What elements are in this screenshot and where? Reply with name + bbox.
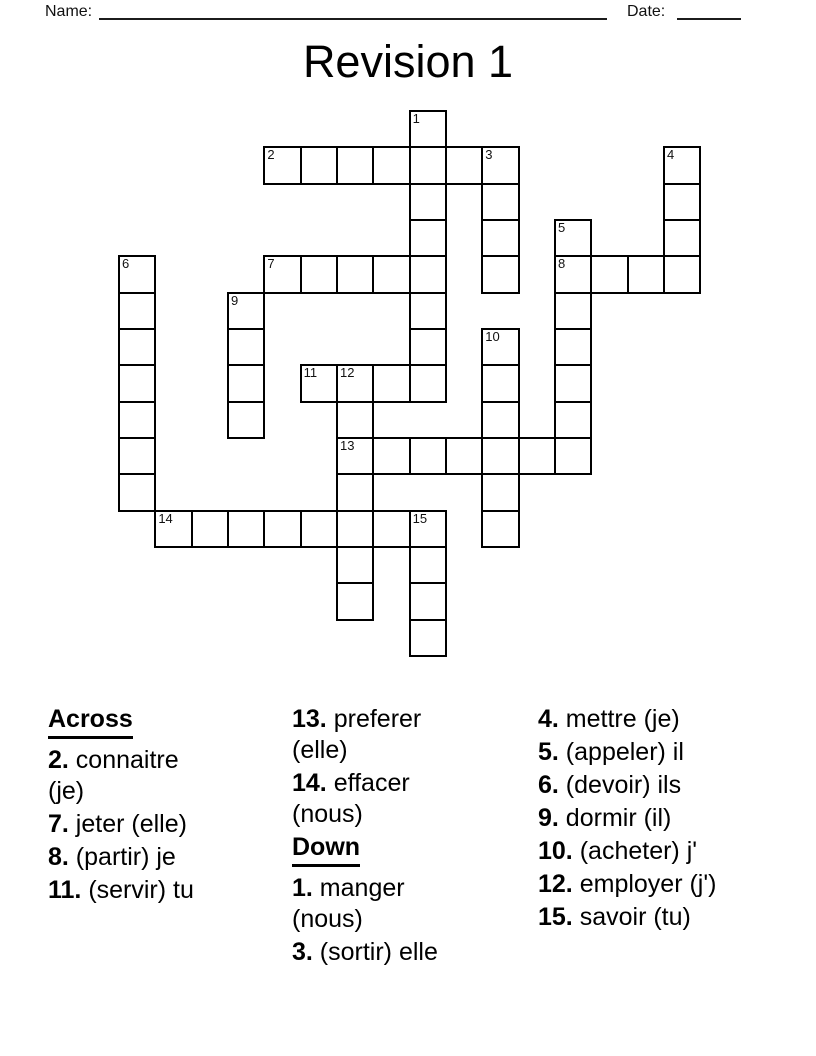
cell-number: 7 bbox=[267, 256, 275, 272]
grid-cell[interactable] bbox=[554, 364, 592, 402]
grid-cell[interactable] bbox=[409, 292, 447, 330]
grid-cell[interactable] bbox=[481, 328, 519, 366]
clue-item: 12. employer (j') bbox=[538, 870, 717, 898]
grid-cell[interactable] bbox=[481, 364, 519, 402]
clue-number: 10. bbox=[538, 837, 573, 865]
grid-cell[interactable] bbox=[227, 364, 265, 402]
grid-cell[interactable] bbox=[336, 473, 374, 511]
grid-cell[interactable] bbox=[336, 364, 374, 402]
clue-number: 3. bbox=[292, 938, 313, 966]
grid-cell[interactable] bbox=[481, 401, 519, 439]
clue-item: 11. (servir) tu bbox=[48, 876, 194, 904]
grid-cell[interactable] bbox=[554, 401, 592, 439]
grid-cell[interactable] bbox=[336, 510, 374, 548]
grid-cell[interactable] bbox=[372, 364, 410, 402]
clue-column-down bbox=[538, 704, 793, 935]
grid-cell[interactable] bbox=[590, 255, 628, 293]
grid-cell[interactable] bbox=[663, 183, 701, 221]
cell-number: 14 bbox=[158, 510, 173, 526]
grid-cell[interactable] bbox=[154, 510, 192, 548]
cell-number: 13 bbox=[339, 437, 355, 453]
page-title: Revision 1 bbox=[302, 36, 514, 87]
grid-cell[interactable] bbox=[663, 219, 701, 257]
cell-number: 11 bbox=[303, 365, 318, 381]
clue-heading-down: Down bbox=[292, 832, 492, 867]
grid-cell[interactable] bbox=[263, 255, 301, 293]
grid-cell[interactable] bbox=[300, 364, 338, 402]
grid-cell[interactable] bbox=[336, 401, 374, 439]
cell-number: 9 bbox=[230, 292, 239, 308]
clue-heading-across: Across bbox=[48, 704, 258, 739]
grid-cell[interactable] bbox=[481, 183, 519, 221]
grid-cell[interactable] bbox=[300, 255, 338, 293]
grid-cell[interactable] bbox=[409, 255, 447, 293]
clue-item: 7. jeter (elle) bbox=[48, 810, 187, 838]
clue-item: 13. preferer (elle) bbox=[292, 705, 422, 764]
date-blank-line[interactable] bbox=[677, 0, 741, 20]
grid-cell[interactable] bbox=[191, 510, 229, 548]
clue-item: 15. savoir (tu) bbox=[538, 903, 691, 931]
clue-number: 12. bbox=[538, 870, 573, 898]
grid-cell[interactable] bbox=[336, 546, 374, 584]
grid-cell[interactable] bbox=[118, 437, 156, 475]
clue-item: 6. (devoir) ils bbox=[538, 771, 682, 799]
grid-cell[interactable] bbox=[554, 292, 592, 330]
grid-cell[interactable] bbox=[300, 510, 338, 548]
cell-number: 8 bbox=[557, 256, 566, 272]
grid-cell[interactable] bbox=[554, 437, 592, 475]
grid-cell[interactable] bbox=[409, 364, 447, 402]
cell-number: 12 bbox=[339, 365, 355, 381]
cell-number: 1 bbox=[412, 111, 420, 126]
cell-number: 5 bbox=[557, 219, 566, 235]
name-blank-line[interactable] bbox=[99, 0, 607, 20]
clue-number: 7. bbox=[48, 810, 69, 838]
grid-cell[interactable] bbox=[445, 146, 483, 184]
grid-cell[interactable] bbox=[409, 183, 447, 221]
clue-column-middle bbox=[292, 704, 492, 970]
grid-cell[interactable] bbox=[481, 146, 519, 184]
grid-cell[interactable] bbox=[118, 255, 156, 293]
clue-number: 15. bbox=[538, 903, 573, 931]
grid-cell[interactable] bbox=[227, 401, 265, 439]
grid-cell[interactable] bbox=[554, 255, 592, 293]
clue-item: 10. (acheter) j' bbox=[538, 837, 698, 865]
clue-number: 1. bbox=[292, 874, 313, 902]
grid-cell[interactable] bbox=[554, 328, 592, 366]
clue-number: 2. bbox=[48, 746, 69, 774]
grid-cell[interactable] bbox=[627, 255, 665, 293]
clue-number: 4. bbox=[538, 705, 559, 733]
grid-cell[interactable] bbox=[263, 510, 301, 548]
grid-cell[interactable] bbox=[409, 546, 447, 584]
cell-number: 6 bbox=[122, 256, 130, 272]
clue-item: 3. (sortir) elle bbox=[292, 938, 438, 966]
clue-item: 9. dormir (il) bbox=[538, 804, 672, 832]
grid-cell[interactable] bbox=[481, 510, 519, 548]
clue-number: 13. bbox=[292, 705, 327, 733]
name-label: Name: bbox=[45, 3, 93, 20]
grid-cell[interactable] bbox=[409, 219, 447, 257]
clue-column-across bbox=[48, 704, 258, 908]
cell-number: 3 bbox=[485, 147, 493, 163]
grid-cell[interactable] bbox=[481, 219, 519, 257]
grid-cell[interactable] bbox=[481, 437, 519, 475]
grid-cell[interactable] bbox=[409, 328, 447, 366]
grid-cell[interactable] bbox=[372, 146, 410, 184]
grid-cell[interactable] bbox=[409, 146, 447, 184]
grid-cell[interactable] bbox=[445, 437, 483, 475]
cell-number: 2 bbox=[267, 147, 275, 163]
clue-number: 5. bbox=[538, 738, 559, 766]
grid-cell[interactable] bbox=[336, 146, 374, 184]
cell-number: 15 bbox=[412, 510, 428, 526]
grid-cell[interactable] bbox=[227, 328, 265, 366]
grid-cell[interactable] bbox=[409, 619, 447, 657]
grid-cell[interactable] bbox=[409, 437, 447, 475]
clue-number: 6. bbox=[538, 771, 559, 799]
grid-cell[interactable] bbox=[663, 146, 701, 184]
grid-cell[interactable] bbox=[518, 437, 556, 475]
date-label: Date: bbox=[627, 3, 666, 20]
cell-number: 10 bbox=[485, 328, 500, 344]
grid-cell[interactable] bbox=[409, 510, 447, 548]
clue-number: 11. bbox=[48, 876, 82, 904]
grid-cell[interactable] bbox=[227, 292, 265, 330]
clue-item: 4. mettre (je) bbox=[538, 705, 680, 733]
grid-cell[interactable] bbox=[227, 510, 265, 548]
clue-item: 5. (appeler) il bbox=[538, 738, 684, 766]
grid-cell[interactable] bbox=[409, 110, 447, 148]
grid-cell[interactable] bbox=[481, 473, 519, 511]
grid-cell[interactable] bbox=[263, 146, 301, 184]
grid-cell[interactable] bbox=[118, 401, 156, 439]
grid-cell[interactable] bbox=[481, 255, 519, 293]
grid-cell[interactable] bbox=[372, 437, 410, 475]
grid-cell[interactable] bbox=[336, 255, 374, 293]
cell-number: 4 bbox=[666, 147, 675, 163]
clue-item: 1. manger (nous) bbox=[292, 874, 405, 933]
grid-cell[interactable] bbox=[118, 473, 156, 511]
grid-cell[interactable] bbox=[372, 255, 410, 293]
grid-cell[interactable] bbox=[336, 437, 374, 475]
clue-item: 2. connaitre (je) bbox=[48, 746, 179, 805]
grid-cell[interactable] bbox=[118, 292, 156, 330]
clue-number: 8. bbox=[48, 843, 69, 871]
clue-item: 14. effacer (nous) bbox=[292, 769, 410, 828]
clue-item: 8. (partir) je bbox=[48, 843, 176, 871]
grid-cell[interactable] bbox=[554, 219, 592, 257]
clue-number: 14. bbox=[292, 769, 327, 797]
clue-number: 9. bbox=[538, 804, 559, 832]
grid-cell[interactable] bbox=[663, 255, 701, 293]
grid-cell[interactable] bbox=[336, 582, 374, 620]
grid-cell[interactable] bbox=[300, 146, 338, 184]
grid-cell[interactable] bbox=[372, 510, 410, 548]
grid-cell[interactable] bbox=[118, 364, 156, 402]
grid-cell[interactable] bbox=[409, 582, 447, 620]
grid-cell[interactable] bbox=[118, 328, 156, 366]
